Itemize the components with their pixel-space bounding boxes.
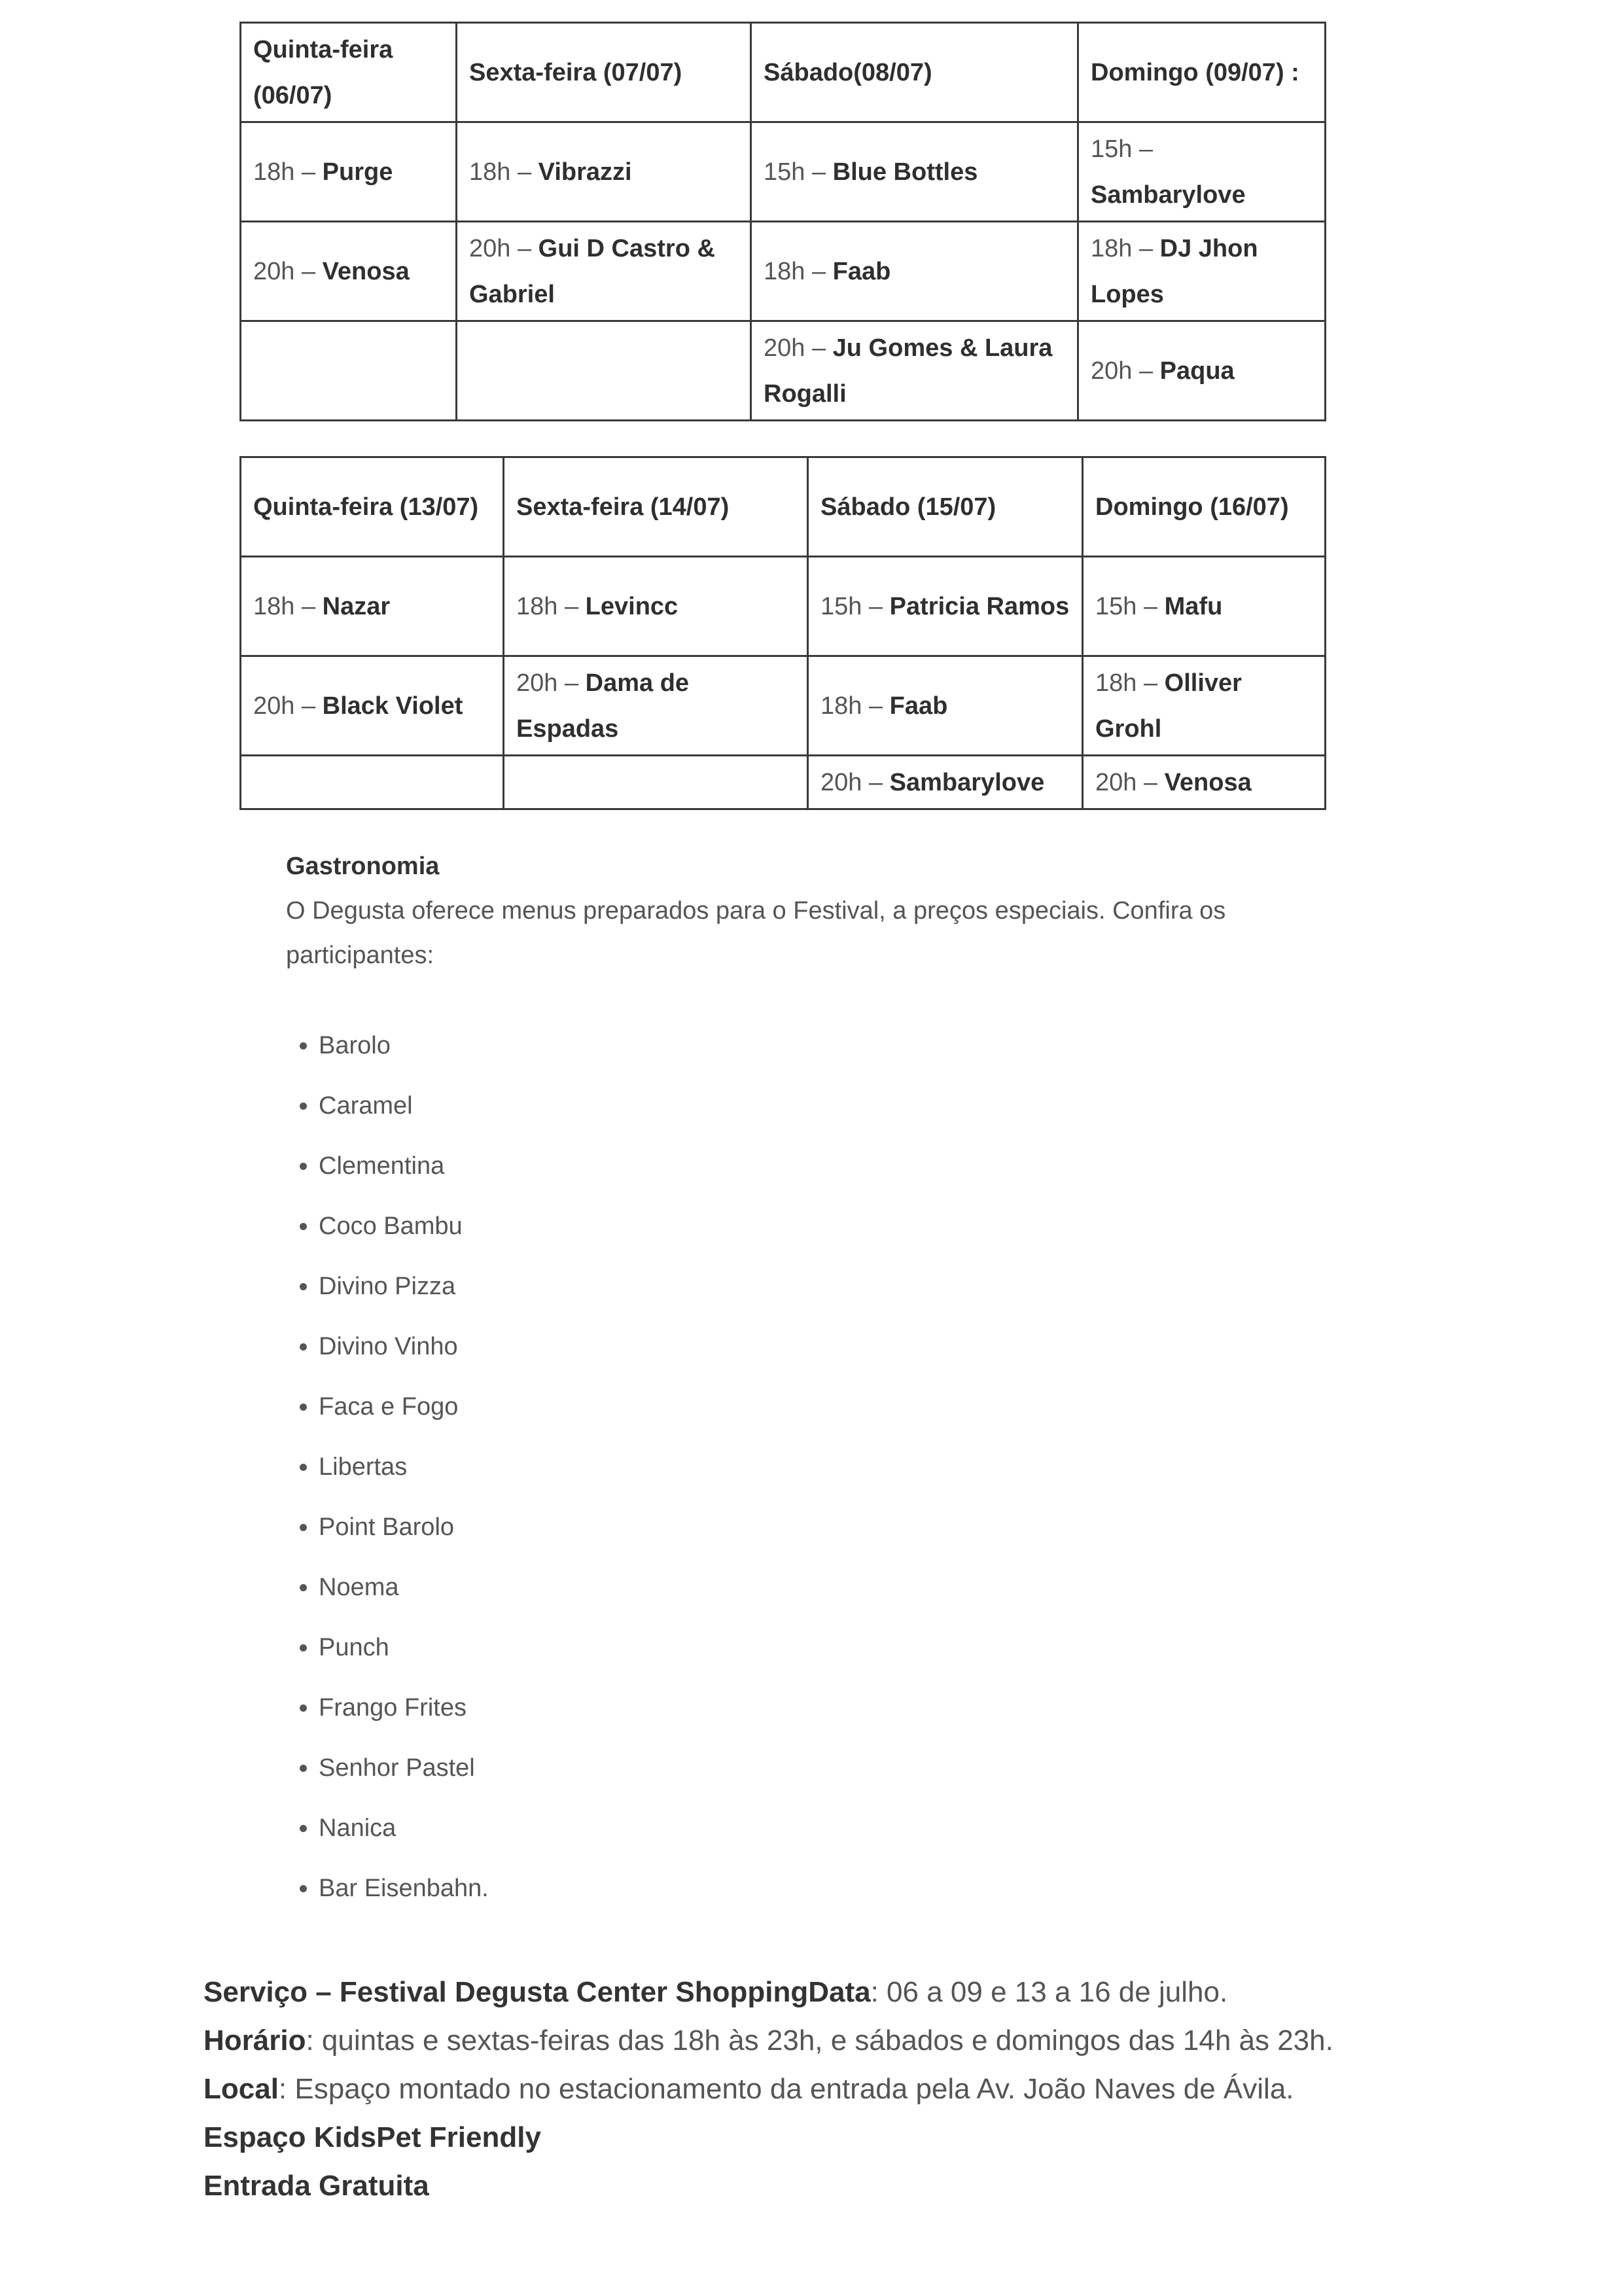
slot-time: 15h – — [820, 592, 883, 620]
slot-cell — [1083, 756, 1326, 809]
slot-time: 15h – — [1095, 592, 1158, 620]
slot-act: Faab — [889, 692, 948, 720]
list-item: • Caramel — [319, 1076, 1307, 1136]
day-header: Sexta-feira (14/07) — [504, 457, 808, 557]
slot-act: Levincc — [585, 592, 679, 620]
slot-act: Paqua — [1159, 357, 1235, 385]
slot-cell — [808, 557, 1083, 656]
table-row — [241, 656, 1326, 756]
day-header: Domingo (09/07) : — [1078, 23, 1326, 122]
slot-cell — [1083, 656, 1326, 756]
slot-cell — [504, 557, 808, 656]
slot-act: Dama de Espadas — [516, 669, 690, 743]
day-header: Sábado(08/07) — [751, 23, 1078, 122]
slot-time: 20h – — [516, 669, 579, 697]
list-item: • Clementina — [319, 1136, 1307, 1196]
table-row — [241, 756, 1326, 809]
slot-act: Sambarylove — [1091, 181, 1246, 209]
day-header: Sexta-feira (07/07) — [457, 23, 751, 122]
list-item: • Nanica — [319, 1798, 1307, 1858]
entrada-line — [203, 2162, 1447, 2210]
slot-cell — [241, 122, 457, 222]
list-item: • Divino Vinho — [319, 1316, 1307, 1377]
list-item: • Noema — [319, 1557, 1307, 1617]
table-header-row — [241, 23, 1326, 122]
slot-time: 15h – — [1091, 135, 1154, 163]
day-header: Domingo (16/07) — [1083, 457, 1326, 557]
slot-act: Blue Bottles — [832, 158, 978, 186]
horario-line — [203, 2017, 1447, 2065]
slot-time: 20h – — [1095, 768, 1158, 796]
slot-time: 18h – — [516, 592, 579, 620]
table-row — [241, 557, 1326, 656]
participants-list — [286, 1016, 1307, 1918]
gastronomia-section — [286, 844, 1307, 1918]
slot-act: Nazar — [322, 592, 391, 620]
list-item: • Faca e Fogo — [319, 1377, 1307, 1437]
slot-time: 20h – — [1091, 357, 1154, 385]
local-line — [203, 2065, 1447, 2113]
slot-cell — [808, 656, 1083, 756]
list-item: • Divino Pizza — [319, 1256, 1307, 1316]
slot-cell — [1083, 557, 1326, 656]
list-item: • Frango Frites — [319, 1678, 1307, 1738]
slot-cell — [241, 557, 504, 656]
section-heading: Gastronomia — [286, 853, 440, 880]
list-item: • Bar Eisenbahn. — [319, 1858, 1307, 1918]
slot-time: 18h – — [253, 592, 316, 620]
service-info — [203, 1968, 1447, 2210]
servico-value: : 06 a 09 e 13 a 16 de julho. — [870, 1976, 1228, 2008]
slot-cell — [241, 756, 504, 809]
list-item: • Point Barolo — [319, 1497, 1307, 1557]
slot-act: DJ Jhon Lopes — [1091, 234, 1258, 308]
slot-act: Sambarylove — [889, 768, 1045, 796]
slot-time: 18h – — [1091, 234, 1154, 262]
list-item: • Senhor Pastel — [319, 1738, 1307, 1798]
slot-act: Vibrazzi — [538, 158, 632, 186]
slot-cell — [457, 222, 751, 321]
slot-cell — [241, 321, 457, 421]
list-item: • Libertas — [319, 1437, 1307, 1497]
slot-cell — [1078, 222, 1326, 321]
slot-cell — [751, 222, 1078, 321]
list-item: • Coco Bambu — [319, 1196, 1307, 1256]
slot-time: 18h – — [820, 692, 883, 720]
servico-label: Serviço – Festival Degusta Center ShoppingData — [203, 1976, 871, 2008]
kids-line — [203, 2113, 1447, 2162]
slot-cell — [457, 122, 751, 222]
slot-cell — [808, 756, 1083, 809]
kids-label: Espaço KidsPet Friendly — [203, 2121, 541, 2153]
horario-label: Horário — [203, 2024, 306, 2057]
slot-cell — [241, 222, 457, 321]
slot-act: Mafu — [1164, 592, 1223, 620]
local-label: Local — [203, 2073, 279, 2105]
slot-act: Black Violet — [322, 692, 463, 720]
slot-time: 18h – — [469, 158, 532, 186]
slot-time: 15h – — [764, 158, 826, 186]
entrada-label: Entrada Gratuita — [203, 2170, 429, 2202]
slot-act: Patricia Ramos — [889, 592, 1070, 620]
horario-value: : quintas e sextas-feiras das 18h às 23h, e sábados e domingos das 14h às 23h. — [306, 2024, 1333, 2057]
slot-cell — [504, 656, 808, 756]
slot-cell — [457, 321, 751, 421]
day-header: Quinta-feira (06/07) — [241, 23, 457, 122]
slot-time: 18h – — [764, 257, 826, 285]
slot-cell — [1078, 122, 1326, 222]
slot-act: Purge — [322, 158, 393, 186]
slot-time: 20h – — [764, 334, 826, 362]
list-item: • Barolo — [319, 1016, 1307, 1076]
slot-time: 20h – — [253, 257, 316, 285]
schedule-table-week2 — [239, 456, 1326, 810]
list-item: • Punch — [319, 1617, 1307, 1678]
slot-time: 18h – — [253, 158, 316, 186]
slot-act: Ju Gomes & Laura Rogalli — [764, 334, 1053, 408]
schedule-table-week1 — [239, 22, 1326, 421]
section-intro: O Degusta oferece menus preparados para o Festival, a preços especiais. Confira os participantes: — [286, 897, 1226, 969]
day-header: Sábado (15/07) — [808, 457, 1083, 557]
day-header: Quinta-feira (13/07) — [241, 457, 504, 557]
servico-line — [203, 1968, 1447, 2017]
slot-time: 18h – — [1095, 669, 1158, 697]
table-row — [241, 321, 1326, 421]
slot-act: Venosa — [322, 257, 410, 285]
local-value: : Espaço montado no estacionamento da entrada pela Av. João Naves de Ávila. — [278, 2073, 1294, 2105]
slot-time: 20h – — [820, 768, 883, 796]
slot-time: 20h – — [469, 234, 532, 262]
slot-act: Venosa — [1164, 768, 1252, 796]
slot-cell — [241, 656, 504, 756]
slot-cell — [751, 321, 1078, 421]
table-row — [241, 222, 1326, 321]
slot-time: 20h – — [253, 692, 316, 720]
table-row — [241, 122, 1326, 222]
slot-cell — [1078, 321, 1326, 421]
slot-cell — [751, 122, 1078, 222]
slot-act: Olliver Grohl — [1095, 669, 1242, 743]
slot-act: Gui D Castro & Gabriel — [469, 234, 715, 308]
slot-act: Faab — [832, 257, 891, 285]
slot-cell — [504, 756, 808, 809]
table-header-row — [241, 457, 1326, 557]
